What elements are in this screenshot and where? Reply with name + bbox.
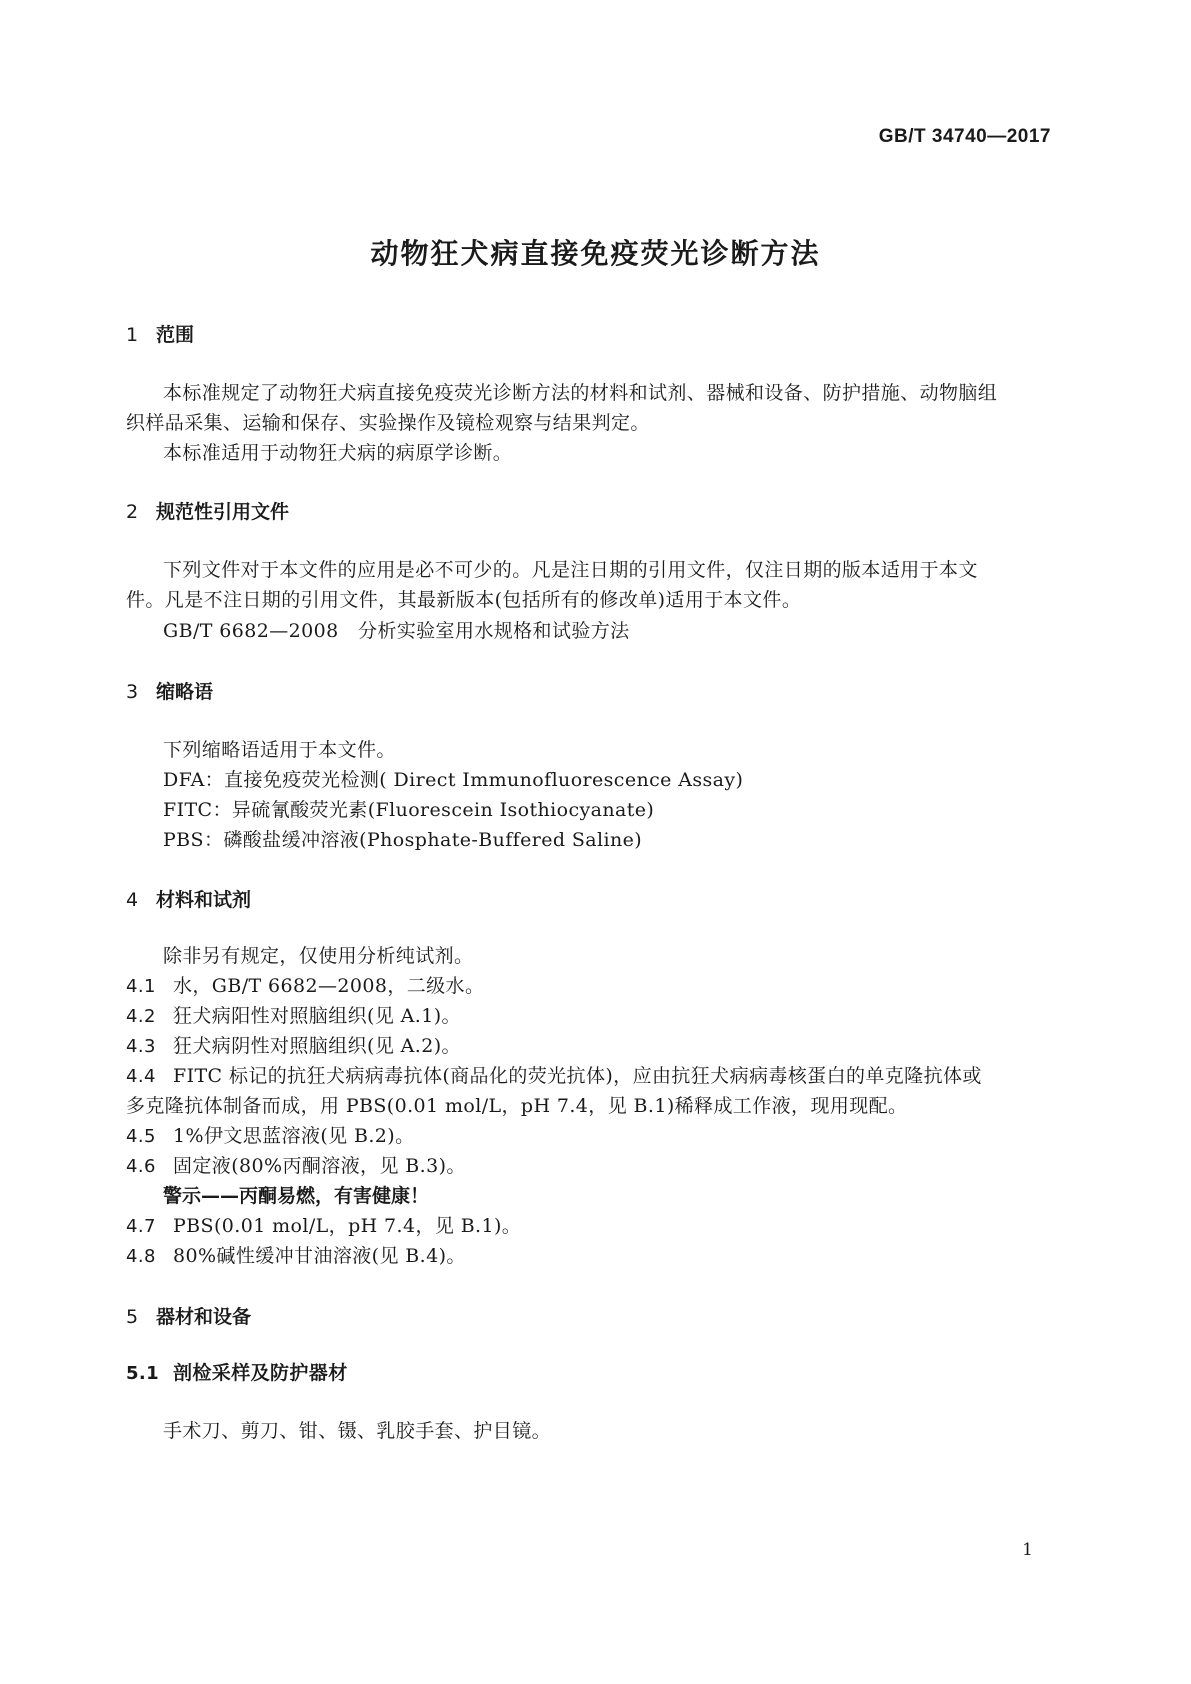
abbreviation-entry: FITC：异硫氰酸荧光素(Fluorescein Isothiocyanate) <box>163 799 655 821</box>
item-number: 4.8 <box>126 1246 156 1267</box>
subsection-title: 剖检采样及防护器材 <box>173 1362 348 1384</box>
item-text: 狂犬病阳性对照脑组织(见 A.1)。 <box>173 1005 461 1027</box>
paragraph: 除非另有规定，仅使用分析纯试剂。 <box>163 945 474 967</box>
item-number: 4.2 <box>126 1006 156 1027</box>
list-item <box>126 1001 461 1028</box>
section-number: 1 <box>126 324 139 346</box>
subsection-number: 5.1 <box>126 1363 160 1384</box>
list-item <box>126 1031 461 1058</box>
paragraph: 手术刀、剪刀、钳、镊、乳胶手套、护目镜。 <box>163 1420 552 1442</box>
abbreviation-entry: DFA：直接免疫荧光检测( Direct Immunofluorescence Assay) <box>163 769 744 791</box>
section-title: 材料和试剂 <box>156 889 252 911</box>
item-text: 1%伊文思蓝溶液(见 B.2)。 <box>173 1125 415 1147</box>
section-number: 3 <box>126 681 139 703</box>
item-number: 4.7 <box>126 1216 156 1237</box>
item-number: 4.6 <box>126 1156 156 1177</box>
item-number: 4.1 <box>126 976 156 997</box>
list-item <box>126 1121 415 1148</box>
section-title: 规范性引用文件 <box>156 501 290 523</box>
section-number: 5 <box>126 1306 139 1328</box>
section-title: 范围 <box>156 324 195 346</box>
section-number: 2 <box>126 501 139 523</box>
paragraph: 下列文件对于本文件的应用是必不可少的。凡是注日期的引用文件，仅注日期的版本适用于本文 <box>163 559 978 581</box>
section-title: 器材和设备 <box>156 1306 252 1328</box>
paragraph: 本标准适用于动物狂犬病的病原学诊断。 <box>163 442 513 464</box>
abbreviation-entry: PBS：磷酸盐缓冲溶液(Phosphate-Buffered Saline) <box>163 829 643 851</box>
list-item <box>126 971 484 998</box>
section-number: 4 <box>126 889 139 911</box>
paragraph: 本标准规定了动物狂犬病直接免疫荧光诊断方法的材料和试剂、器械和设备、防护措施、动物脑组 <box>163 382 998 404</box>
list-item <box>126 1061 982 1088</box>
item-text: 水，GB/T 6682—2008，二级水。 <box>173 975 485 997</box>
page-number: 1 <box>1022 1540 1033 1560</box>
standard-code: GB/T 34740—2017 <box>878 126 1051 147</box>
warning-note: 警示——丙酮易燃，有害健康！ <box>163 1185 430 1207</box>
section-4-heading <box>126 885 251 912</box>
list-item-continuation: 多克隆抗体制备而成，用 PBS(0.01 mol/L，pH 7.4，见 B.1)稀释成工作液，现用现配。 <box>126 1095 908 1117</box>
paragraph: 件。凡是不注日期的引用文件，其最新版本(包括所有的修改单)适用于本文件。 <box>126 589 802 611</box>
list-item <box>126 1211 521 1238</box>
list-item <box>126 1151 466 1178</box>
subsection-5-1-heading <box>126 1358 348 1385</box>
item-text: FITC 标记的抗狂犬病病毒抗体(商品化的荧光抗体)，应由抗狂犬病病毒核蛋白的单克隆抗体或 <box>173 1065 982 1087</box>
section-3-heading <box>126 677 213 704</box>
item-text: 狂犬病阴性对照脑组织(见 A.2)。 <box>173 1035 461 1057</box>
item-text: 固定液(80%丙酮溶液，见 B.3)。 <box>173 1155 466 1177</box>
item-text: 80%碱性缓冲甘油溶液(见 B.4)。 <box>173 1245 466 1267</box>
item-number: 4.5 <box>126 1126 156 1147</box>
item-number: 4.3 <box>126 1036 156 1057</box>
section-1-heading <box>126 320 194 347</box>
list-item <box>126 1241 466 1268</box>
section-2-heading <box>126 497 289 524</box>
reference-entry: GB/T 6682—2008 分析实验室用水规格和试验方法 <box>163 620 630 642</box>
paragraph: 下列缩略语适用于本文件。 <box>163 739 396 761</box>
document-title: 动物狂犬病直接免疫荧光诊断方法 <box>370 237 821 270</box>
item-text: PBS(0.01 mol/L，pH 7.4，见 B.1)。 <box>173 1215 522 1237</box>
paragraph: 织样品采集、运输和保存、实验操作及镜检观察与结果判定。 <box>126 412 650 434</box>
section-title: 缩略语 <box>156 681 214 703</box>
item-number: 4.4 <box>126 1066 156 1087</box>
section-5-heading <box>126 1302 251 1329</box>
